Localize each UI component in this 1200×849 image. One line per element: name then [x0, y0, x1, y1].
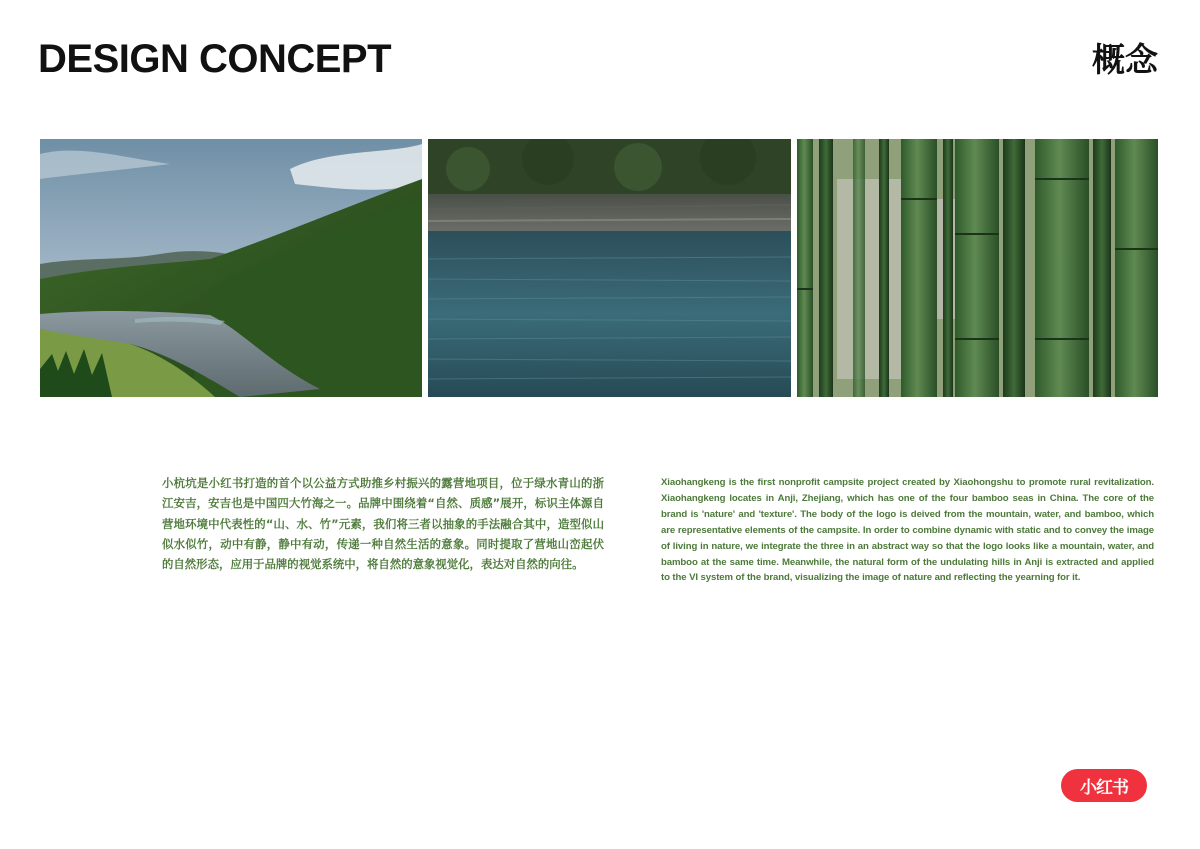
description-chinese: 小杭坑是小红书打造的首个以公益方式助推乡村振兴的露营地项目，位于绿水青山的浙江安吉，安吉也是中国四大竹海之一。品牌中围绕着“自然、质感”展开，标识主体源自营地环境中代表性的“山、水、竹”元素，我们将三者以抽象的手法融合其中，造型似山似水似竹，动中有静，静中有动，传递一种自然生活的意象。同时提取了营地山峦起伏的自然形态，应用于品牌的视觉系统中，将自然的意象视觉化，表达对自然的向往。	[162, 476, 604, 572]
description-english: Xiaohangkeng is the first nonprofit campsite project created by Xiaohongshu to promote rural revitalization. Xiaohangkeng locates in Anji, Zhejiang, which has one of the four bamboo seas in China. The core of the brand is 'nature' and 'texture'. The body of the logo is deived from the mountain, water, and bamboo, which are representative elements of the campsite. In order to combine dynamic with static and to convey the image of living in nature, we integrate the three in an abstract way so that the logo looks like a mountain, water, and bamboo at the same time. Meanwhile, the natural form of the undulating hills in Anji is extracted and applied to the VI system of the brand, visualizing the image of nature and reflecting the yearning for it.	[661, 477, 1154, 584]
page-title-chinese: 概念	[1092, 40, 1158, 79]
page-title: DESIGN CONCEPT	[38, 37, 392, 81]
xiaohongshu-logo	[1061, 769, 1147, 802]
mountain-lake-photo	[40, 139, 422, 397]
water-photo	[428, 139, 791, 397]
bamboo-photo	[797, 139, 1158, 397]
logo-text: 小红书	[1080, 778, 1128, 798]
